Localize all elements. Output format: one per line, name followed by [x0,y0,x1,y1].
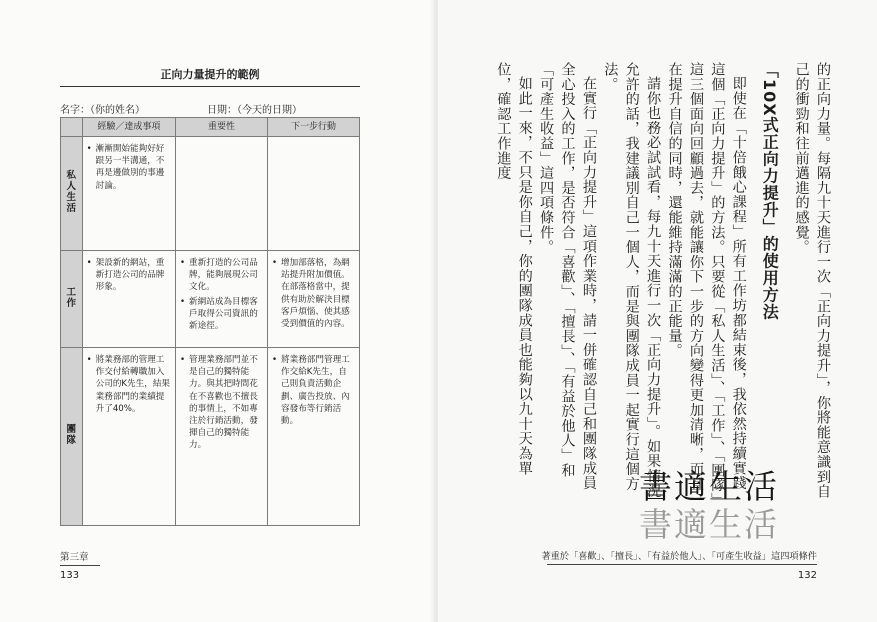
table-row-team [61,348,360,526]
bullet-icon: • [180,355,186,365]
table-header-row [61,118,360,137]
table-row-work [61,251,360,348]
bullet-icon: • [272,355,278,365]
cell-bullet-item [87,354,171,415]
body-paragraph: 請你也務必試試看，每九十天進行一次「正向力提升」。如果情況允許的話，我建議別自己一個人，而是與團隊成員一起實行這個方法。 [602,62,662,499]
cell-text: 管理業務部門並不是自己的獨特能力。與其把時間花在不喜歡也不擅長的事情上，不如專注於行銷活動，發揮自己的獨特能力。 [189,355,258,451]
row-header-work: 工作 [61,251,83,348]
watermark-line: 書適生活 [639,467,779,506]
table-cell [82,137,175,251]
chapter-label: 第三章 [60,552,89,563]
positive-power-table [60,117,360,526]
column-header-experience: 經驗／達成事項 [82,118,175,137]
cell-text: 重新打造的公司品牌，能夠展現公司文化。 [189,258,258,293]
footer-divider-right [547,564,817,565]
cell-bullet-item [272,257,355,330]
body-paragraph: 如此一來，不只是你自己，你的團隊成員也能夠以九十天為單位，確認工作進度 [495,62,533,476]
date-field-label: 日期：（今天的日期） [207,105,302,116]
section-heading: 「10X式正向力提升」的使用方法 [760,62,780,321]
cell-bullet-item [180,296,263,333]
page-number-left: 133 [60,570,80,581]
left-page [0,0,438,622]
table-cell [176,137,268,251]
cell-bullet-item [180,257,263,294]
bullet-icon: • [180,296,186,307]
cell-bullet-item [87,257,171,294]
body-paragraph: 的正向力量。每隔九十天進行一次「正向力提升」，你將能意識到自己的衝勁和往前邁進的感覺。 [793,62,831,499]
cell-text: 增加部落格，為網站提升附加價值。在部落格當中，提供有助於解決目標客戶煩惱、使其感受到價值的內容。 [281,258,350,330]
cell-bullet-item [180,354,263,452]
body-paragraph: 在實行「正向力提升」這項作業時，請一併確認自己和團隊成員全心投入的工作，是否符合「喜歡」、「擅長」、「有益於他人」和「可產生收益」這四項條件。 [538,62,597,491]
bullet-icon: • [180,258,186,268]
row-header-team: 團隊 [61,348,83,526]
title-divider [60,86,360,87]
cell-text: 將業務部門管理工作交給K先生，自己則負責活動企劃、廣告投放、內容發布等行銷活動。 [281,355,350,427]
cell-bullet-item [272,354,355,427]
cell-text: 新網站成為目標客戶取得公司資訊的新途徑。 [189,296,258,332]
column-header-next-action: 下一步行動 [268,118,360,137]
body-paragraph: 即使在「十倍餓心課程」所有工作坊都結束後，我依然持續實踐這個「正向力提升」的方法。只要從「私人生活」、「工作」、「團隊」這三個面向回顧過去，就能讓你下一步的方向變得更加清晰，而且在提升自信的同時，還能維持滿滿的正能量。 [666,62,747,501]
table-cell [82,348,175,526]
table-row-private-life [61,137,360,251]
column-header-importance: 重要性 [176,118,268,137]
table-cell [82,251,175,348]
watermark-line: 書適生活 [639,505,779,544]
table-cell [176,251,268,348]
table-cell [176,348,268,526]
bullet-icon: • [86,258,92,268]
footer-divider-left [60,565,100,566]
cell-bullet-item [87,143,171,192]
table-cell [268,348,360,526]
bullet-icon: • [86,144,92,154]
footer-note: 著重於「喜歡」、「擅長」、「有益於他人」、「可產生收益」這四項條件 [541,551,817,562]
bullet-icon: • [272,258,278,268]
page-number-right: 132 [797,570,817,581]
name-field-label: 名字：（你的姓名） [60,105,145,116]
cell-text: 架設新的網站，重新打造公司的品牌形象。 [95,258,165,293]
cell-text: 將業務部的管理工作交付給轉職加入公司的K先生，結果業務部門的業績提升了40%。 [95,355,171,414]
cell-text: 漸漸開始能夠好好跟另一半溝通，不再是邊做別的事邊討論。 [95,144,165,191]
vertical-body-text [492,62,833,502]
row-header-private-life: 私人生活 [61,137,83,251]
table-corner-cell [61,118,83,137]
table-title: 正向力量提升的範例 [160,68,260,81]
table-cell [268,137,360,251]
table-cell [268,251,360,348]
bullet-icon: • [86,355,92,365]
